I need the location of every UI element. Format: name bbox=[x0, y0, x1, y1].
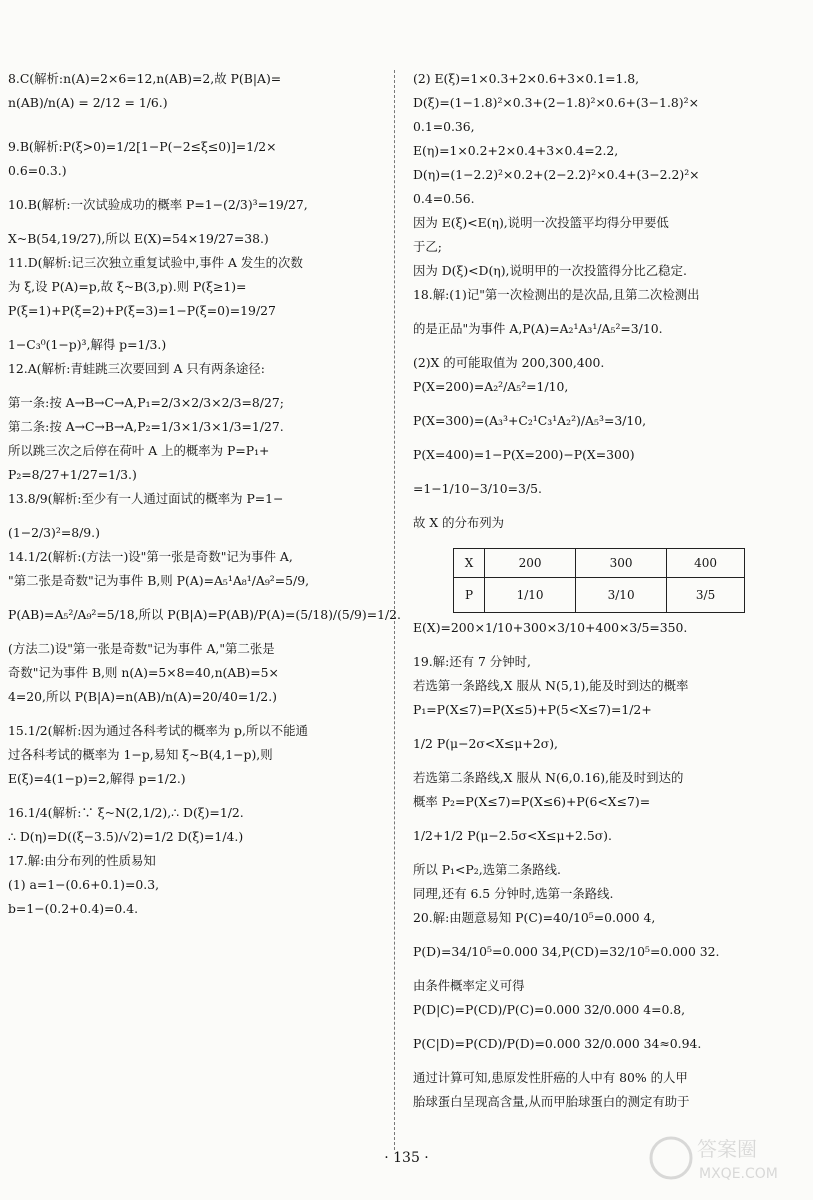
text-line: =1−1/10−3/10=3/5. bbox=[413, 481, 542, 496]
table-cell: 1/10 bbox=[485, 578, 576, 613]
text-line: 11.D(解析:记三次独立重复试验中,事件 A 发生的次数 bbox=[8, 255, 303, 270]
text-line: "第二张是奇数"记为事件 B,则 P(A)=A₅¹A₈¹/A₉²=5/9, bbox=[8, 573, 310, 588]
line-spacer bbox=[413, 302, 793, 322]
right-column-top bbox=[413, 72, 793, 540]
text-line: 14.1/2(解析:(方法一)设"第一张是奇数"记为事件 A, bbox=[8, 549, 293, 564]
text-line: 同理,还有 6.5 分钟时,选第一条路线. bbox=[413, 886, 614, 901]
text-line: 0.4=0.56. bbox=[413, 191, 475, 206]
text-line: ∴ D(η)=D((ξ−3.5)/√2)=1/2 D(ξ)=1/4.) bbox=[8, 829, 244, 844]
table-header-cell: 400 bbox=[667, 549, 745, 578]
line-spacer bbox=[8, 704, 380, 724]
text-line: (1−2/3)²=8/9.) bbox=[8, 525, 100, 540]
text-line: (1) a=1−(0.6+0.1)=0.3, bbox=[8, 877, 160, 892]
text-line: 因为 E(ξ)<E(η),说明一次投篮平均得分甲要低 bbox=[413, 215, 669, 230]
text-line: 8.C(解析:n(A)=2×6=12,n(AB)=2,故 P(B|A)= bbox=[8, 71, 282, 86]
text-line: D(ξ)=(1−1.8)²×0.3+(2−1.8)²×0.6+(3−1.8)²× bbox=[413, 95, 699, 110]
text-line: P(X=400)=1−P(X=200)−P(X=300) bbox=[413, 447, 635, 462]
text-line: 过各科考试的概率为 1−p,易知 ξ~B(4,1−p),则 bbox=[8, 747, 273, 762]
page-number: · 135 · bbox=[384, 1150, 429, 1166]
text-line: n(AB)/n(A) = 2/12 = 1/6.) bbox=[8, 95, 168, 110]
text-line: E(ξ)=4(1−p)=2,解得 p=1/2.) bbox=[8, 771, 186, 786]
text-line: 0.6=0.3.) bbox=[8, 163, 67, 178]
text-line: P(D)=34/10⁵=0.000 34,P(CD)=32/10⁵=0.000 32. bbox=[413, 944, 720, 959]
line-spacer bbox=[8, 318, 380, 338]
right-column bbox=[413, 72, 793, 1119]
line-spacer bbox=[413, 1017, 793, 1037]
text-line: P(D|C)=P(CD)/P(C)=0.000 32/0.000 4=0.8, bbox=[413, 1002, 686, 1017]
line-spacer bbox=[8, 506, 380, 526]
text-line: 4=20,所以 P(B|A)=n(AB)/n(A)=20/40=1/2.) bbox=[8, 689, 277, 704]
text-line: 20.解:由题意易知 P(C)=40/10⁵=0.000 4, bbox=[413, 910, 656, 925]
text-line: (2) E(ξ)=1×0.3+2×0.6+3×0.1=1.8, bbox=[413, 71, 640, 86]
text-line: (方法二)设"第一张是奇数"记为事件 A,"第二张是 bbox=[8, 641, 275, 656]
left-column bbox=[8, 71, 401, 926]
text-line: D(η)=(1−2.2)²×0.2+(2−2.2)²×0.4+(3−2.2)²× bbox=[413, 167, 700, 182]
line-spacer bbox=[413, 809, 793, 829]
text-line: 18.解:(1)记"第一次检测出的是次品,且第二次检测出 bbox=[413, 287, 700, 302]
text-line: 通过计算可知,患原发性肝癌的人中有 80% 的人甲 bbox=[413, 1070, 688, 1085]
text-line: 12.A(解析:青蛙跳三次要回到 A 只有两条途径: bbox=[8, 361, 265, 376]
line-spacer bbox=[8, 178, 380, 188]
text-line: 17.解:由分布列的性质易知 bbox=[8, 853, 156, 868]
text-line: 9.B(解析:P(ξ>0)=1/2[1−P(−2≤ξ≤0)]=1/2× bbox=[8, 139, 277, 154]
svg-text:答案圈: 答案圈 bbox=[697, 1137, 757, 1161]
table-header-cell: 300 bbox=[576, 549, 667, 578]
text-line: 为 ξ,设 P(A)=p,故 ξ~B(3,p).则 P(ξ≥1)= bbox=[8, 279, 247, 294]
text-line: P(ξ=1)+P(ξ=2)+P(ξ=3)=1−P(ξ=0)=19/27 bbox=[8, 303, 276, 318]
line-spacer bbox=[8, 376, 380, 396]
line-spacer bbox=[413, 530, 793, 540]
line-spacer bbox=[413, 843, 793, 863]
table-header-cell: X bbox=[454, 549, 485, 578]
text-line: 第一条:按 A→B→C→A,P₁=2/3×2/3×2/3=8/27; bbox=[8, 395, 284, 410]
text-line: 胎球蛋白呈现高含量,从而甲胎球蛋白的测定有助于 bbox=[413, 1094, 690, 1109]
table-header-cell: 200 bbox=[485, 549, 576, 578]
distribution-table bbox=[453, 548, 745, 613]
right-column-bottom bbox=[413, 621, 793, 1119]
text-line: 所以 P₁<P₂,选第二条路线. bbox=[413, 862, 561, 877]
line-spacer bbox=[413, 496, 793, 516]
text-line: 故 X 的分布列为 bbox=[413, 515, 505, 530]
text-line: 15.1/2(解析:因为通过各科考试的概率为 p,所以不能通 bbox=[8, 723, 308, 738]
text-line: P(X=300)=(A₃³+C₂¹C₃¹A₂²)/A₅³=3/10, bbox=[413, 413, 647, 428]
text-line: 由条件概率定义可得 bbox=[413, 978, 525, 993]
text-line: 1/2 P(μ−2σ<X≤μ+2σ), bbox=[413, 736, 558, 751]
text-line: 1−C₃⁰(1−p)³,解得 p=1/3.) bbox=[8, 337, 167, 352]
line-spacer bbox=[413, 394, 793, 414]
watermark-logo bbox=[645, 1128, 795, 1188]
table-row bbox=[454, 578, 745, 613]
text-line: 所以跳三次之后停在荷叶 A 上的概率为 P=P₁+ bbox=[8, 443, 270, 458]
text-line: (2)X 的可能取值为 200,300,400. bbox=[413, 355, 605, 370]
line-spacer bbox=[413, 428, 793, 448]
line-spacer bbox=[413, 1051, 793, 1071]
text-line: 于乙; bbox=[413, 239, 442, 254]
text-line: 概率 P₂=P(X≤7)=P(X≤6)+P(6<X≤7)= bbox=[413, 794, 651, 809]
table-row bbox=[454, 549, 745, 578]
line-spacer bbox=[413, 230, 793, 240]
text-line: E(η)=1×0.2+2×0.4+3×0.4=2.2, bbox=[413, 143, 619, 158]
line-spacer bbox=[413, 959, 793, 979]
line-spacer bbox=[413, 462, 793, 482]
line-spacer bbox=[413, 717, 793, 737]
text-line: P(C|D)=P(CD)/P(D)=0.000 32/0.000 34≈0.94. bbox=[413, 1036, 702, 1051]
table-cell: 3/5 bbox=[667, 578, 745, 613]
text-line: P(AB)=A₅²/A₉²=5/18,所以 P(B|A)=P(AB)/P(A)=(5/18)/(5/9)=1/2. bbox=[8, 607, 401, 622]
line-spacer bbox=[8, 588, 380, 608]
line-spacer bbox=[8, 110, 380, 130]
text-line: 奇数"记为事件 B,则 n(A)=5×8=40,n(AB)=5× bbox=[8, 665, 279, 680]
text-line: 因为 D(ξ)<D(η),说明甲的一次投篮得分比乙稳定. bbox=[413, 263, 687, 278]
line-spacer bbox=[413, 925, 793, 945]
text-line: X~B(54,19/27),所以 E(X)=54×19/27=38.) bbox=[8, 231, 269, 246]
text-line: 1/2+1/2 P(μ−2.5σ<X≤μ+2.5σ). bbox=[413, 828, 612, 843]
line-spacer bbox=[8, 786, 380, 806]
text-line: b=1−(0.2+0.4)=0.4. bbox=[8, 901, 139, 916]
text-line: 10.B(解析:一次试验成功的概率 P=1−(2/3)³=19/27, bbox=[8, 197, 308, 212]
text-line: 19.解:还有 7 分钟时, bbox=[413, 654, 531, 669]
text-line: P₁=P(X≤7)=P(X≤5)+P(5<X≤7)=1/2+ bbox=[413, 702, 652, 717]
svg-text:MXQE.COM: MXQE.COM bbox=[699, 1166, 778, 1182]
text-line: 第二条:按 A→C→B→A,P₂=1/3×1/3×1/3=1/27. bbox=[8, 419, 284, 434]
line-spacer bbox=[413, 751, 793, 771]
line-spacer bbox=[413, 336, 793, 356]
line-spacer bbox=[8, 212, 380, 232]
table-cell: P bbox=[454, 578, 485, 613]
text-line: 13.8/9(解析:至少有一人通过面试的概率为 P=1− bbox=[8, 491, 284, 506]
line-spacer bbox=[413, 1109, 793, 1119]
text-line: 若选第一条路线,X 服从 N(5,1),能及时到达的概率 bbox=[413, 678, 689, 693]
text-line: P(X=200)=A₂²/A₅²=1/10, bbox=[413, 379, 569, 394]
text-line: E(X)=200×1/10+300×3/10+400×3/5=350. bbox=[413, 620, 688, 635]
text-line: P₂=8/27+1/27=1/3.) bbox=[8, 467, 137, 482]
line-spacer bbox=[8, 622, 380, 642]
text-line: 16.1/4(解析:∵ ξ~N(2,1/2),∴ D(ξ)=1/2. bbox=[8, 805, 244, 820]
text-line: 若选第二条路线,X 服从 N(6,0.16),能及时到达的 bbox=[413, 770, 684, 785]
text-line: 0.1=0.36, bbox=[413, 119, 475, 134]
table-cell: 3/10 bbox=[576, 578, 667, 613]
line-spacer bbox=[413, 635, 793, 655]
line-spacer bbox=[8, 916, 380, 926]
text-line: 的是正品"为事件 A,P(A)=A₂¹A₃¹/A₅²=3/10. bbox=[413, 321, 663, 336]
